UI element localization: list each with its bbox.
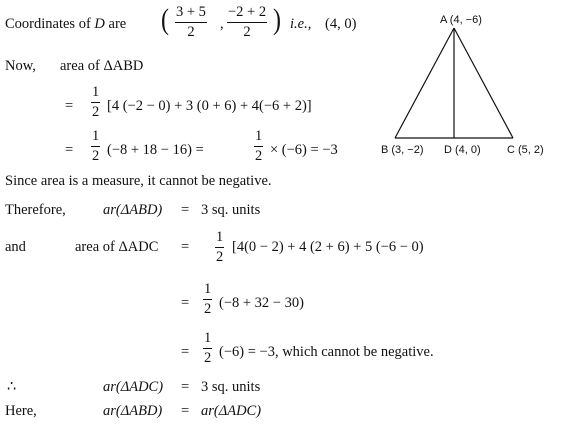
half-fraction: $\frac{1}{2}$ xyxy=(216,229,224,265)
equals-sign: = xyxy=(181,379,190,395)
half-fraction: $\frac{1}{2}$ xyxy=(204,281,212,317)
vertex-b-label: B (3, −2) xyxy=(381,144,424,156)
equals-sign: = xyxy=(181,403,190,419)
area-adc-simplified: (−8 + 32 − 30) xyxy=(219,295,304,311)
ar-adc-lhs: ar(ΔADC) xyxy=(103,379,164,395)
vertex-c-label: C (5, 2) xyxy=(507,144,544,156)
coordinates-text: Coordinates of D are xyxy=(5,16,127,32)
here-label: Here, xyxy=(5,403,37,419)
and-label: and xyxy=(5,239,26,255)
area-adc-result: (−6) = −3, which cannot be negative. xyxy=(219,344,434,360)
ar-abd-lhs: ar(ΔABD) xyxy=(103,403,163,419)
half-fraction: $\frac{1}{2}$ xyxy=(204,330,212,366)
equals-sign: = xyxy=(181,344,190,360)
vertex-a-label: A (4, −6) xyxy=(440,14,482,26)
comma: , xyxy=(220,16,224,32)
equals-sign: = xyxy=(181,202,190,218)
equals-sign: = xyxy=(181,239,190,255)
midpoint-y-fraction: $\frac{-2 + 2}{2}$ xyxy=(228,4,267,40)
area-abd-heading: area of ΔABD xyxy=(60,58,144,74)
ar-abd-value: 3 sq. units xyxy=(201,202,261,218)
ar-adc-rhs: ar(ΔADC) xyxy=(201,403,262,419)
area-abd-result: × (−6) = −3 xyxy=(270,142,338,158)
ar-adc-value: 3 sq. units xyxy=(201,379,261,395)
equals-sign: = xyxy=(65,98,74,114)
triangle-edges xyxy=(395,28,513,138)
midpoint-x-fraction: $\frac{3 + 5}{2}$ xyxy=(176,4,206,40)
area-abd-simplified: (−8 + 18 − 16) = xyxy=(107,142,204,158)
area-adc-heading: area of ΔADC xyxy=(75,239,159,255)
half-fraction: $\frac{1}{2}$ xyxy=(92,128,100,164)
equals-sign: = xyxy=(65,142,74,158)
right-paren: ) xyxy=(273,3,281,36)
edge-ac xyxy=(454,28,513,138)
half-fraction: $\frac{1}{2}$ xyxy=(255,128,263,164)
point-d-label: D (4, 0) xyxy=(444,144,481,156)
left-paren: ( xyxy=(161,3,169,36)
midpoint-result: (4, 0) xyxy=(325,16,357,32)
now-label: Now, xyxy=(5,58,36,74)
area-adc-expression: [4(0 − 2) + 4 (2 + 6) + 5 (−6 − 0) xyxy=(232,239,424,255)
edge-ab xyxy=(395,28,454,138)
triangle-figure xyxy=(380,10,567,160)
negative-area-note: Since area is a measure, it cannot be negative. xyxy=(5,173,272,189)
half-fraction: $\frac{1}{2}$ xyxy=(92,84,100,120)
ar-abd-lhs: ar(ΔABD) xyxy=(103,202,163,218)
ie-text: i.e., xyxy=(290,16,312,32)
therefore-label: Therefore, xyxy=(5,202,66,218)
equals-sign: = xyxy=(181,295,190,311)
therefore-symbol: ∴ xyxy=(7,379,17,395)
area-abd-expression: [4 (−2 − 0) + 3 (0 + 6) + 4(−6 + 2)] xyxy=(107,98,312,114)
